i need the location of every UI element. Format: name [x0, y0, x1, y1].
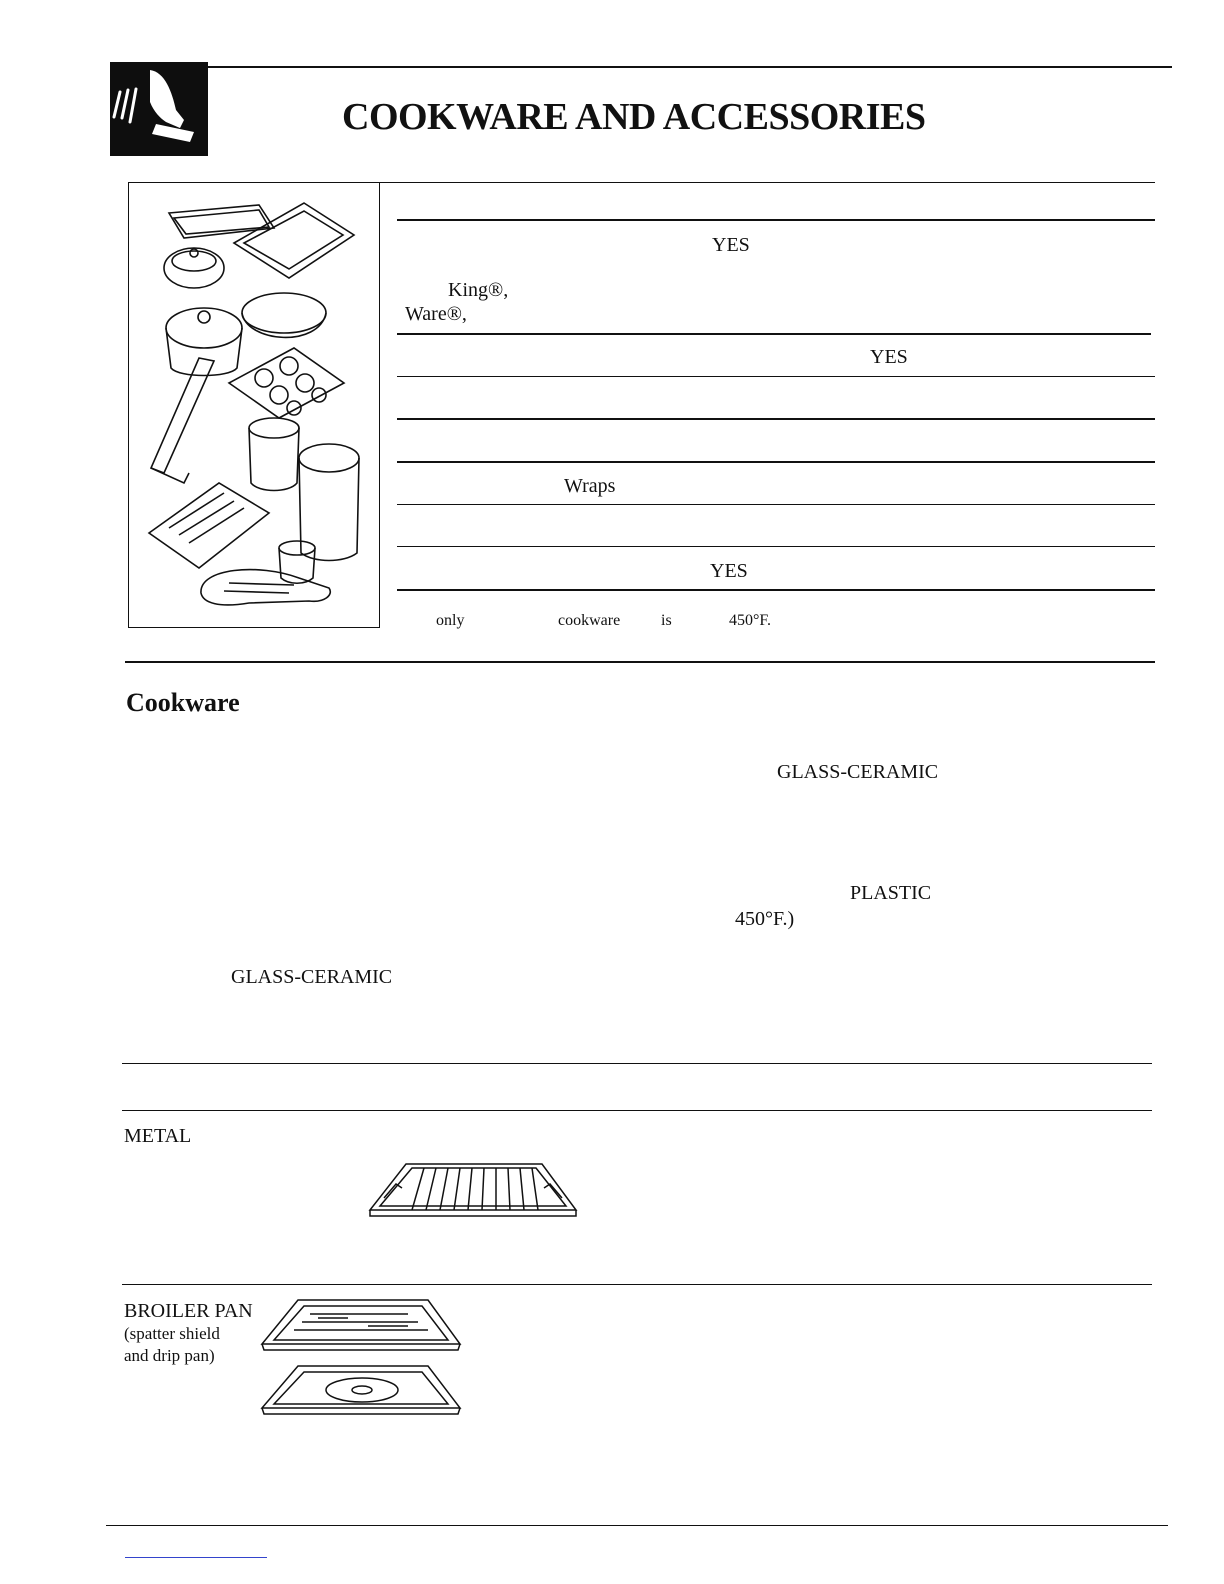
accessories-rule-2 [122, 1110, 1152, 1111]
glass-ceramic-label: GLASS-CERAMIC [231, 966, 393, 988]
table-rule-6 [397, 504, 1155, 505]
header-icon-box [110, 62, 208, 156]
table-cell-wraps: Wraps [564, 475, 616, 497]
table-cell-yes: YES [710, 560, 748, 582]
table-rule-1 [397, 219, 1155, 221]
table-cell-yes: YES [712, 234, 750, 256]
metal-label: METAL [124, 1125, 192, 1147]
table-cell-brand: Ware®, [405, 303, 467, 325]
broiler-pan-sublabel: and drip pan) [124, 1346, 215, 1365]
footer-link-underline [125, 1557, 267, 1558]
accessories-rule-1 [122, 1063, 1152, 1064]
temperature-limit: 450°F.) [735, 908, 795, 930]
accessories-rule-3 [122, 1284, 1152, 1285]
broiler-pan-label: BROILER PAN [124, 1300, 253, 1322]
table-note-word: is [661, 612, 672, 629]
table-rule-2 [397, 333, 1151, 335]
plastic-label: PLASTIC [850, 882, 932, 904]
table-cell-brand: King®, [448, 279, 509, 301]
table-rule-7 [397, 546, 1155, 547]
oven-rack-illustration [366, 1158, 580, 1220]
table-note-word: cookware [558, 612, 621, 629]
table-cell-yes: YES [870, 346, 908, 368]
header-rule [110, 66, 1172, 68]
broiler-pan-sublabel: (spatter shield [124, 1324, 220, 1343]
table-note-word: 450°F. [729, 612, 772, 629]
broiler-pan-illustration [258, 1296, 464, 1420]
hand-pressing-button-icon [110, 62, 208, 156]
table-rule-8 [397, 589, 1155, 591]
table-rule-5 [397, 461, 1155, 463]
cookware-heading: Cookware [126, 688, 240, 717]
table-rule-4 [397, 418, 1155, 420]
glass-ceramic-label: GLASS-CERAMIC [777, 761, 939, 783]
table-rule-top [380, 182, 1155, 183]
cookware-collection-illustration [129, 183, 379, 627]
table-rule-3 [397, 376, 1155, 377]
table-note-word: only [436, 612, 465, 629]
page-title: COOKWARE AND ACCESSORIES [342, 96, 926, 138]
footer-rule [106, 1525, 1168, 1526]
section-rule [125, 661, 1155, 663]
cookware-illustration-frame [128, 182, 380, 628]
